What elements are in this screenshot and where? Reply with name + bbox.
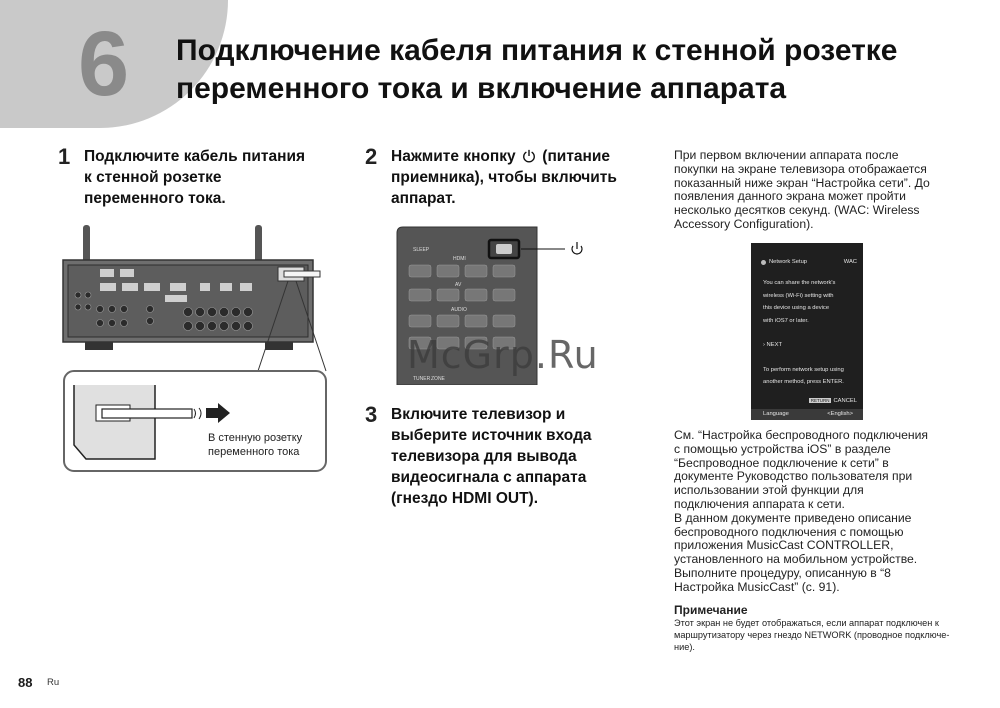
- tv-header: [751, 243, 863, 265]
- page-title-line: переменного тока и включение аппарата: [176, 72, 787, 105]
- step-text-line: приемника), чтобы включить: [391, 169, 617, 186]
- tv-line: wireless (Wi-Fi) setting with: [763, 292, 834, 299]
- step-text: [84, 146, 305, 209]
- step-number: 2: [365, 144, 378, 169]
- step-text-line: к стенной розетке: [84, 169, 222, 186]
- step-text-part: (питание: [542, 148, 611, 165]
- note-title: Примечание: [674, 603, 748, 617]
- tv-line: another method, press ENTER.: [763, 379, 844, 385]
- step-2: [365, 146, 617, 209]
- language-code: Ru: [47, 677, 60, 688]
- text-line: несколько десятков секунд. (WAC: Wireless: [674, 203, 920, 218]
- step-text-line: телевизора для вывода: [391, 448, 577, 465]
- remote-label-tuner: TUNER: [413, 376, 431, 382]
- text-line: появления данного экрана может пройти: [674, 189, 906, 204]
- tv-language-value: <English>: [827, 411, 853, 417]
- note-line: Этот экран не будет отображаться, если аппарат подключен к: [674, 618, 939, 628]
- tv-next: › NEXT: [763, 342, 783, 348]
- step-text-line: видеосигнала с аппарата: [391, 469, 587, 486]
- remote-label-zone: ZONE: [431, 376, 445, 382]
- tv-network-setup-screen: [751, 243, 863, 420]
- text-line: показанный ниже экран “Настройка сети”. До: [674, 175, 930, 190]
- text-line: документе Руководство пользователя при: [674, 469, 913, 484]
- step-text-line: Включите телевизор и: [391, 406, 566, 423]
- step-text-line: (гнездо HDMI OUT).: [391, 490, 539, 507]
- page-number: 88: [18, 675, 33, 690]
- text-line: с помощью устройства iOS” в разделе: [674, 441, 891, 456]
- note-line: маршрутизатору через гнездо NETWORK (проводное подключе-: [674, 630, 950, 640]
- text-line: См. “Настройка беспроводного подключения: [674, 428, 929, 442]
- step-text: [391, 146, 617, 209]
- remote-label-sleep: SLEEP: [413, 247, 430, 253]
- tv-line: To perform network setup using: [763, 366, 844, 373]
- step-number: 3: [365, 402, 378, 427]
- tv-cancel: [809, 398, 857, 404]
- watermark: McGrp.Ru: [407, 333, 599, 377]
- text-line: подключения аппарата к сети.: [674, 496, 845, 511]
- wall-outlet-label: [208, 431, 302, 459]
- tv-wac: WAC: [843, 259, 857, 265]
- text-line: Настройка MusicCast” (с. 91).: [674, 579, 840, 594]
- note-text: [674, 617, 949, 653]
- power-icon: [522, 149, 536, 163]
- step-1: [58, 146, 305, 209]
- step-text: [391, 404, 592, 509]
- tv-footer: [751, 409, 863, 420]
- text-line: В данном документе приведено описание: [674, 510, 912, 525]
- chapter-number: 6: [78, 13, 130, 115]
- tv-line: this device using a device: [763, 305, 830, 311]
- tv-title: Network Setup: [769, 259, 808, 265]
- see-also-paragraph: [674, 429, 928, 595]
- step-text-line: переменного тока.: [84, 190, 226, 207]
- remote-label-hdmi: HDMI: [453, 256, 466, 262]
- text-line: Accessory Configuration).: [674, 216, 814, 231]
- text-line: При первом включении аппарата после: [674, 148, 899, 162]
- step-text-line: Подключите кабель питания: [84, 148, 306, 165]
- tv-line: with iOS7 or later.: [763, 317, 809, 324]
- text-line: беспроводного подключения с помощью: [674, 524, 904, 539]
- step-text-line: выберите источник входа: [391, 427, 592, 444]
- tv-cancel-label: CANCEL: [833, 398, 857, 404]
- step-number: 1: [58, 144, 71, 169]
- note-line: ние).: [674, 642, 695, 652]
- text-line: приложения MusicCast CONTROLLER,: [674, 538, 894, 553]
- page-title-line: Подключение кабеля питания к стенной розетке: [176, 34, 898, 67]
- page-title: [176, 32, 976, 108]
- tv-language-label: Language: [763, 411, 789, 417]
- text-line: покупки на экране телевизора отображается: [674, 161, 927, 176]
- tv-line: You can share the network's: [763, 280, 836, 286]
- step-text-part: Нажмите кнопку: [391, 148, 516, 165]
- intro-paragraph: [674, 149, 930, 232]
- network-icon: [761, 260, 766, 265]
- return-key: RETURN: [810, 398, 830, 403]
- text-line: установленного на мобильном устройстве.: [674, 552, 918, 567]
- remote-label-av: AV: [455, 282, 462, 288]
- step-text-line: аппарат.: [391, 190, 456, 207]
- remote-label-audio: AUDIO: [451, 307, 467, 313]
- text-line: “Беспроводное подключение к сети” в: [674, 455, 889, 470]
- text-line: Выполните процедуру, описанную в “8: [674, 565, 891, 580]
- step-3: [365, 404, 592, 509]
- wall-outlet-label-line: В стенную розетку: [208, 432, 303, 444]
- wall-outlet-label-line: переменного тока: [208, 446, 300, 458]
- text-line: использовании этой функции для: [674, 483, 864, 498]
